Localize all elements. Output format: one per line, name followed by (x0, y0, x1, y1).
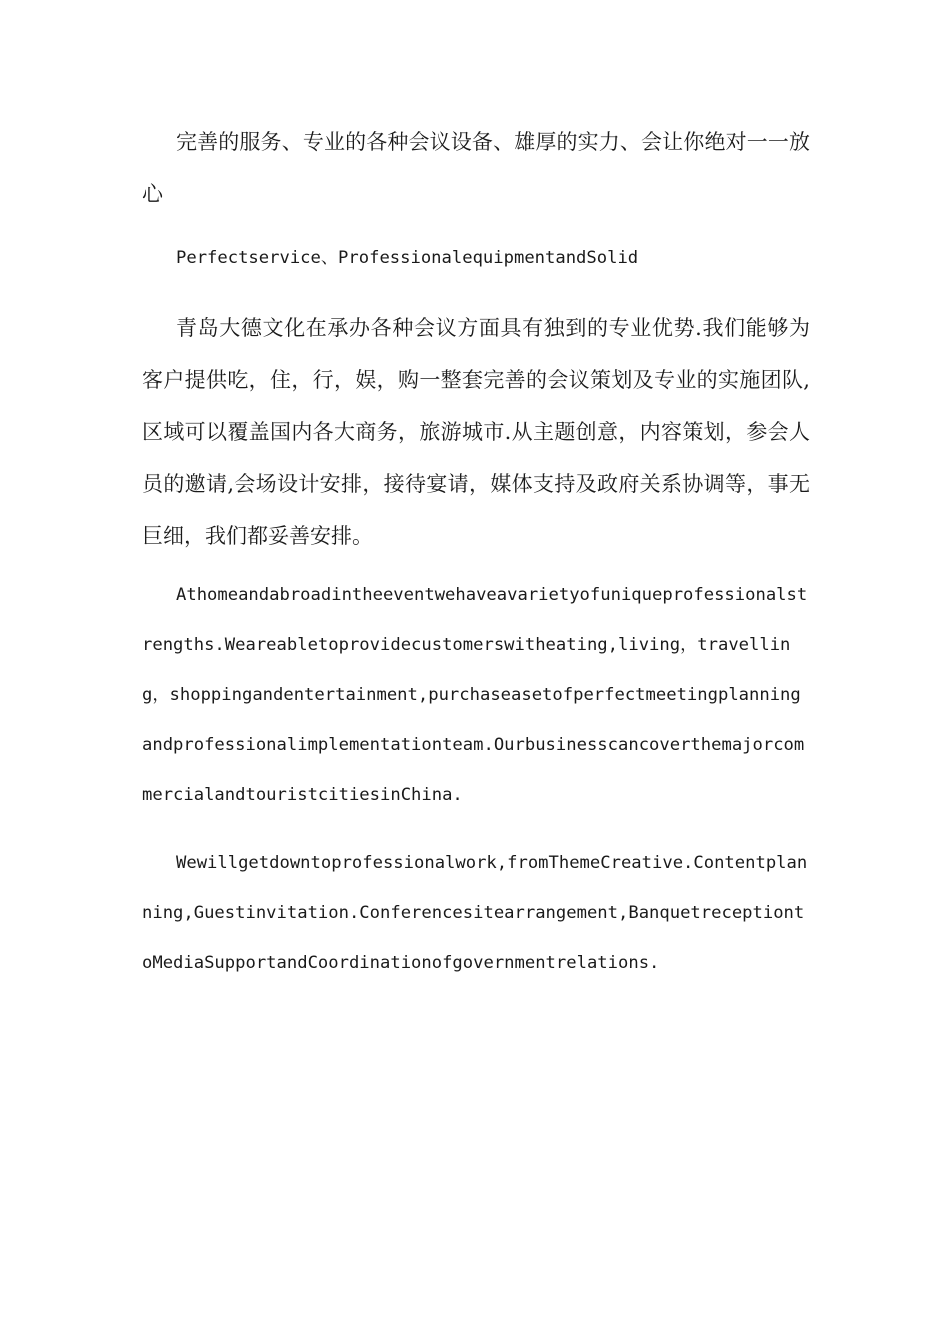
paragraph-service-promise-en: Perfectservice、ProfessionalequipmentandSolid (176, 248, 639, 268)
paragraph-service-promise-zh: 完善的服务、专业的各种会议设备、雄厚的实力、会让你绝对一一放心 (142, 130, 810, 206)
paragraph-company-intro-en: Athomeandabroadintheeventwehaveavarietyofuniqueprofessionalstrengths.Weareabletoprovidecustomerswitheating,living，travelling，shoppingandentertainment,purchaseasetofperfectmeetingplanningandprofessionalimplementationteam.OurbusinesscancoverthemajorcommercialandtouristcitiesinChina. (142, 585, 808, 805)
paragraph-company-intro-zh: 青岛大德文化在承办各种会议方面具有独到的专业优势.我们能够为客户提供吃，住，行，娱，购一整套完善的会议策划及专业的实施团队,区域可以覆盖国内各大商务，旅游城市.从主题创意，内容策划，参会人员的邀请,会场设计安排，接待宴请，媒体支持及政府关系协调等，事无巨细，我们都妥善安排。 (142, 316, 810, 548)
paragraph-services-list-en: Wewillgetdowntoprofessionalwork,fromThemeCreative.Contentplanning,Guestinvitation.Conferencesitearrangement,BanquetreceptiontoMediaSupportandCoordinationofgovernmentrelations. (142, 853, 808, 973)
